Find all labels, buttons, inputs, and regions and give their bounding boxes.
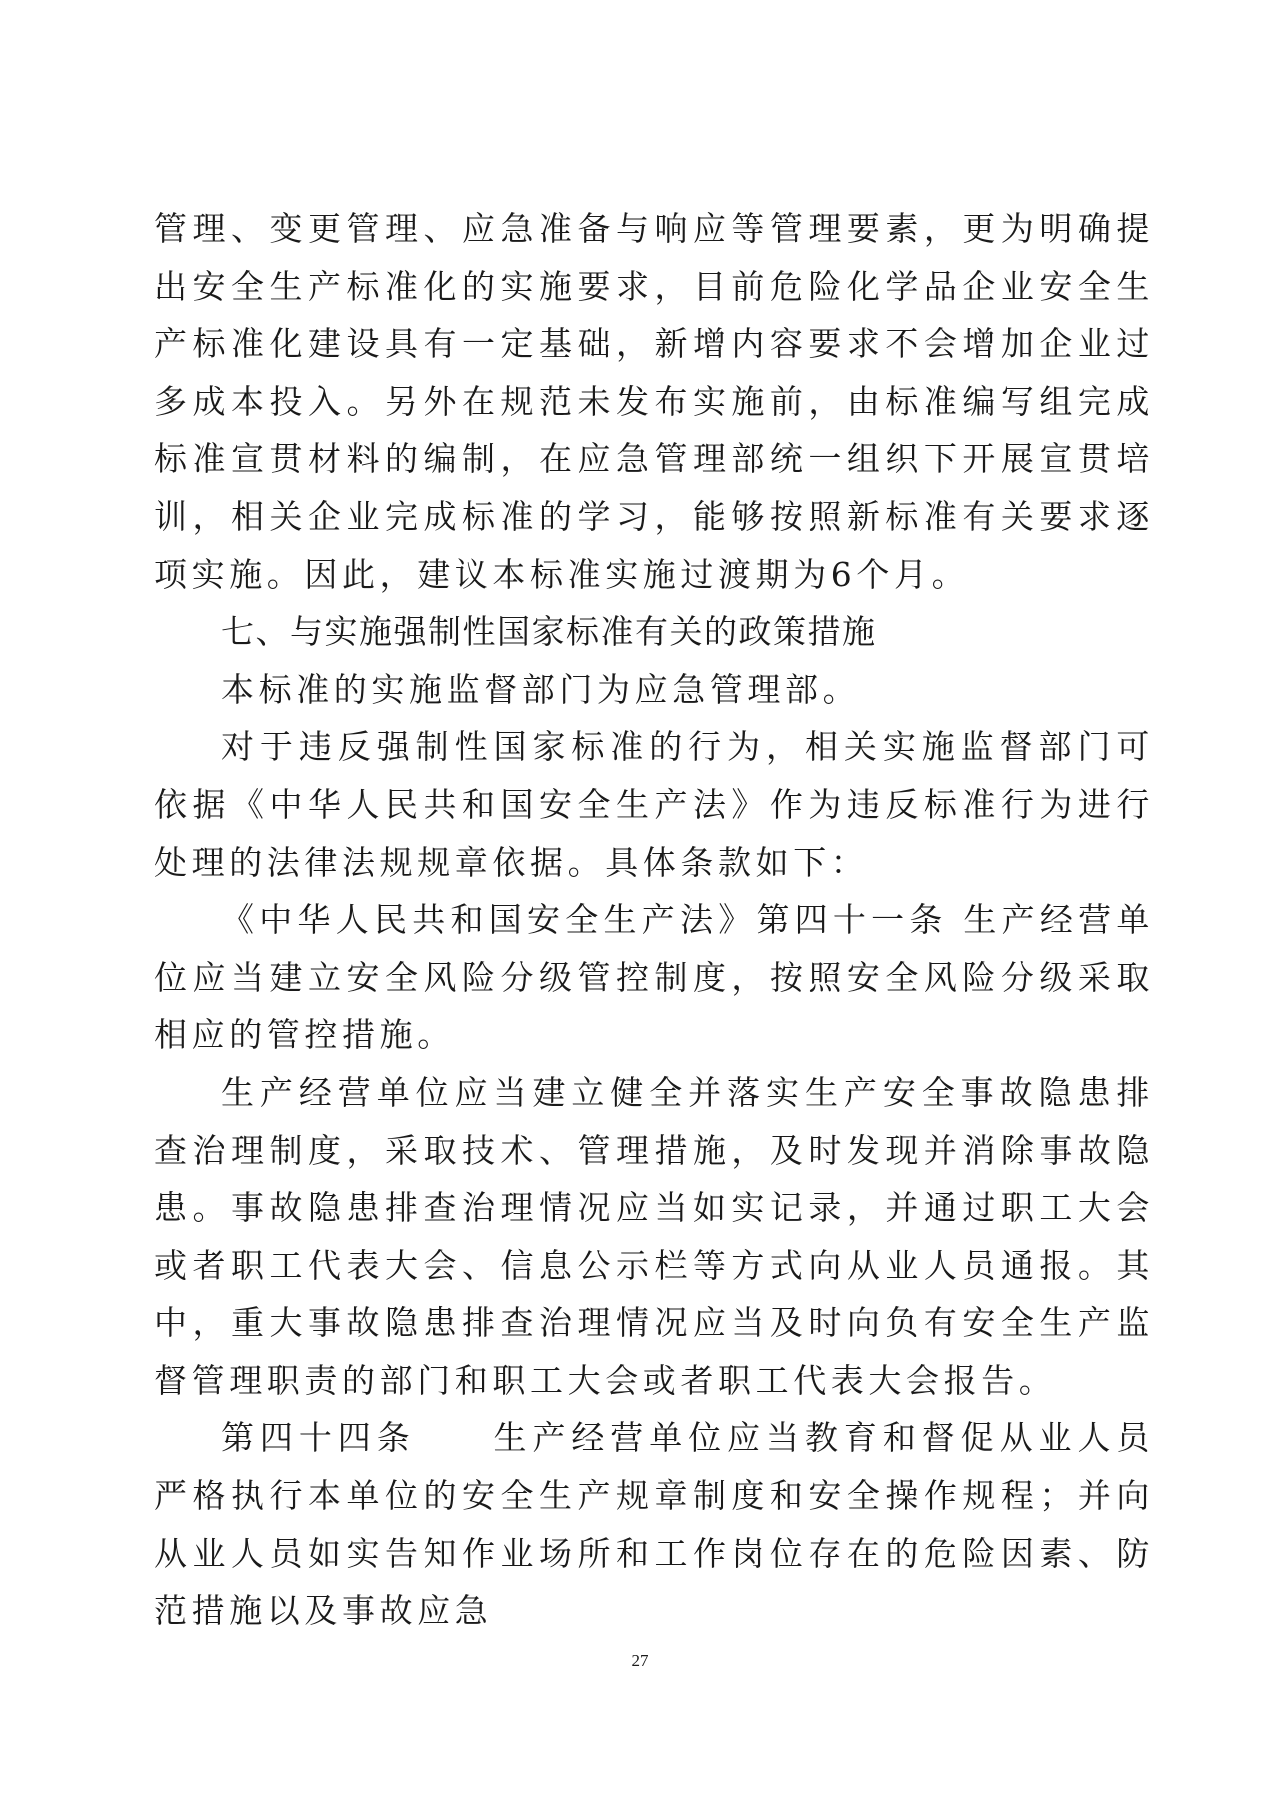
body-text: [154, 200, 1154, 1640]
paragraph-hazard-investigation: 生产经营单位应当建立健全并落实生产安全事故隐患排查治理制度，采取技术、管理措施，及时发现并消除事故隐患。事故隐患排查治理情况应当如实记录，并通过职工大会或者职工代表大会、信息公示栏等方式向从业人员通报。其中，重大事故隐患排查治理情况应当及时向负有安全生产监督管理职责的部门和职工大会或者职工代表大会报告。: [154, 1072, 1154, 1400]
paragraph-legal-basis: 对于违反强制性国家标准的行为，相关实施监督部门可依据《中华人民共和国安全生产法》作为违反标准行为进行处理的法律法规规章依据。具体条款如下：: [154, 727, 1154, 882]
paragraph-supervision-department: 本标准的实施监督部门为应急管理部。: [221, 669, 861, 709]
page-number: 27: [631, 1651, 649, 1670]
paragraph-article-41: 《中华人民共和国安全生产法》第四十一条 生产经营单位应当建立安全风险分级管控制度，按照安全风险分级采取相应的管控措施。: [154, 900, 1154, 1055]
paragraph-transition-period: 管理、变更管理、应急准备与响应等管理要素，更为明确提出安全生产标准化的实施要求，目前危险化学品企业安全生产标准化建设具有一定基础，新增内容要求不会增加企业过多成本投入。另外在规范未发布实施前，由标准编写组完成标准宣贯材料的编制，在应急管理部统一组织下开展宣贯培训，相关企业完成标准的学习，能够按照新标准有关要求逐项实施。因此，建议本标准实施过渡期为6个月。: [154, 209, 1154, 594]
section-heading-policy-measures: 七、与实施强制性国家标准有关的政策措施: [221, 612, 877, 652]
paragraph-article-44: 第四十四条 生产经营单位应当教育和督促从业人员严格执行本单位的安全生产规章制度和安全操作规程；并向从业人员如实告知作业场所和工作岗位存在的危险因素、防范措施以及事故应急: [154, 1418, 1154, 1631]
